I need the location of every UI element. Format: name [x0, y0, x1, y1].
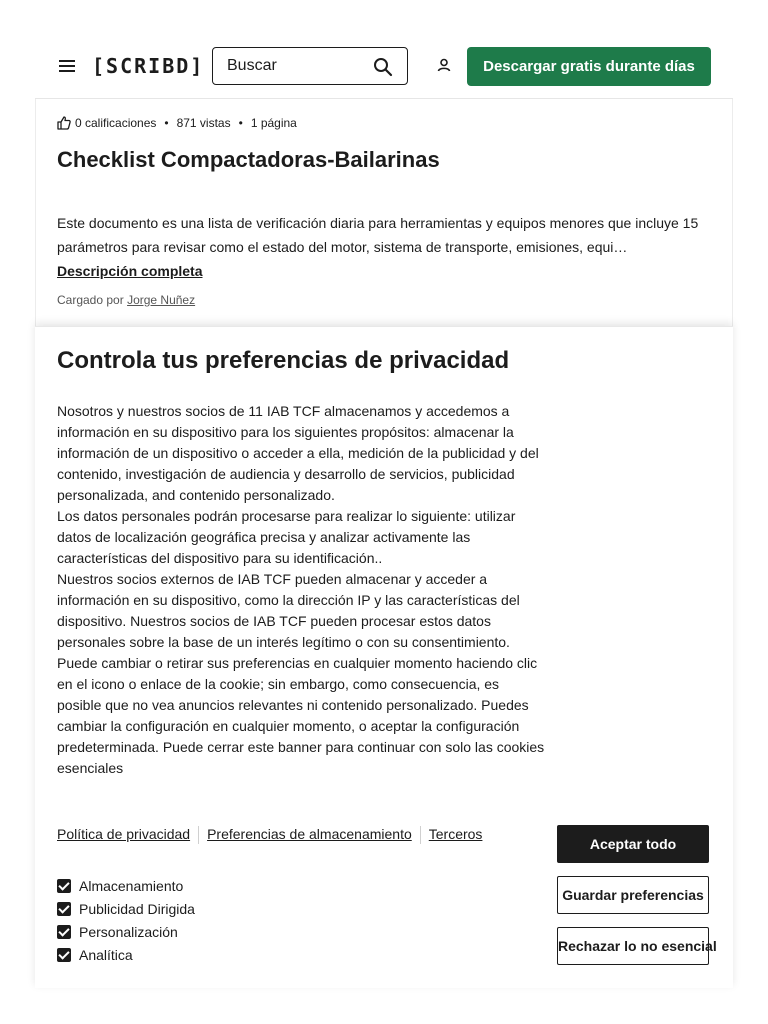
checkbox-checked-icon[interactable] [57, 925, 71, 939]
separator-dot: • [238, 116, 243, 130]
checkbox-label: Publicidad Dirigida [79, 900, 195, 917]
views-count: 871 vistas [176, 116, 231, 130]
consent-paragraph: Los datos personales podrán procesarse para realizar lo siguiente: utilizar datos de localización geográfica precisa y analizar activamente las características del dispositivo para su identificación.. [57, 508, 516, 566]
link-divider [198, 826, 199, 844]
checkbox-personalization[interactable] [57, 920, 195, 943]
save-preferences-button[interactable]: Guardar preferencias [557, 876, 709, 914]
search-input[interactable] [227, 56, 357, 76]
reject-nonessential-button[interactable]: Rechazar lo no esencial [557, 927, 709, 965]
checkbox-label: Personalización [79, 923, 178, 940]
search-box[interactable] [212, 47, 408, 85]
checkbox-label: Analítica [79, 946, 133, 963]
consent-paragraph: Nosotros y nuestros socios de 11 IAB TCF almacenamos y accedemos a información en su dispositivo para los siguientes propósitos: almacenar la información de un dispositivo o acceder a ella, medición de la publicidad y del contenido, investigación de audiencia y desarrollo de servicios, publicidad personalizada, and contenido personalizado. [57, 403, 539, 503]
consent-checkbox-list [57, 874, 195, 966]
document-title: Checklist Compactadoras-Bailarinas [57, 147, 440, 172]
uploaded-by-label: Cargado por [57, 293, 124, 307]
checkbox-targeted-ads[interactable] [57, 897, 195, 920]
uploader-link[interactable]: Jorge Nuñez [127, 293, 196, 307]
thumbs-up-icon[interactable] [57, 116, 71, 130]
link-divider [420, 826, 421, 844]
ratings-count: 0 calificaciones [75, 116, 157, 130]
download-cta-button[interactable]: Descargar gratis durante días [467, 47, 711, 86]
description-text: Este documento es una lista de verificación diaria para herramientas y equipos menores que incluye 15 parámetros para revisar como el estado del motor, sistema de transporte, emisiones, equi… [57, 215, 699, 255]
consent-title: Controla tus preferencias de privacidad [57, 347, 510, 374]
checkbox-storage[interactable] [57, 874, 195, 897]
separator-dot: • [164, 116, 169, 130]
full-description-link[interactable]: Descripción completa [57, 263, 203, 279]
page-count: 1 página [250, 116, 297, 130]
document-description [57, 211, 707, 283]
consent-links [57, 826, 482, 844]
accept-all-button[interactable]: Aceptar todo [557, 825, 709, 863]
scribd-logo[interactable]: [SCRIBD] [92, 54, 205, 78]
document-stats [57, 116, 297, 130]
checkbox-analytics[interactable] [57, 943, 195, 966]
third-parties-link[interactable]: Terceros [428, 826, 483, 842]
privacy-consent-banner [35, 326, 733, 988]
storage-preferences-link[interactable]: Preferencias de almacenamiento [207, 826, 412, 842]
checkbox-checked-icon[interactable] [57, 902, 71, 916]
privacy-policy-link[interactable]: Política de privacidad [57, 826, 191, 842]
top-navbar [35, 36, 733, 99]
uploaded-by [57, 293, 195, 307]
consent-paragraph: Nuestros socios externos de IAB TCF pueden almacenar y acceder a información en su dispositivo, como la dirección IP y las características del dispositivo. Nuestros socios de IAB TCF pueden procesar estos datos personales sobre la base de un interés legítimo o con su consentimiento. Puede cambiar o retirar sus preferencias en cualquier momento haciendo clic en el icono o enlace de la cookie; sin embargo, como consecuencia, es posible que no vea anuncios relevantes ni contenido personalizado. Puedes cambiar la configuración en cualquier momento, o aceptar la configuración predeterminada. Puede cerrar este banner para continuar con solo las cookies esenciales [57, 571, 545, 776]
user-account-icon[interactable] [437, 58, 451, 77]
search-icon[interactable] [373, 57, 393, 82]
hamburger-menu-icon[interactable] [59, 60, 75, 72]
checkbox-checked-icon[interactable] [57, 948, 71, 962]
checkbox-checked-icon[interactable] [57, 879, 71, 893]
checkbox-label: Almacenamiento [79, 877, 184, 894]
consent-body [57, 401, 547, 779]
